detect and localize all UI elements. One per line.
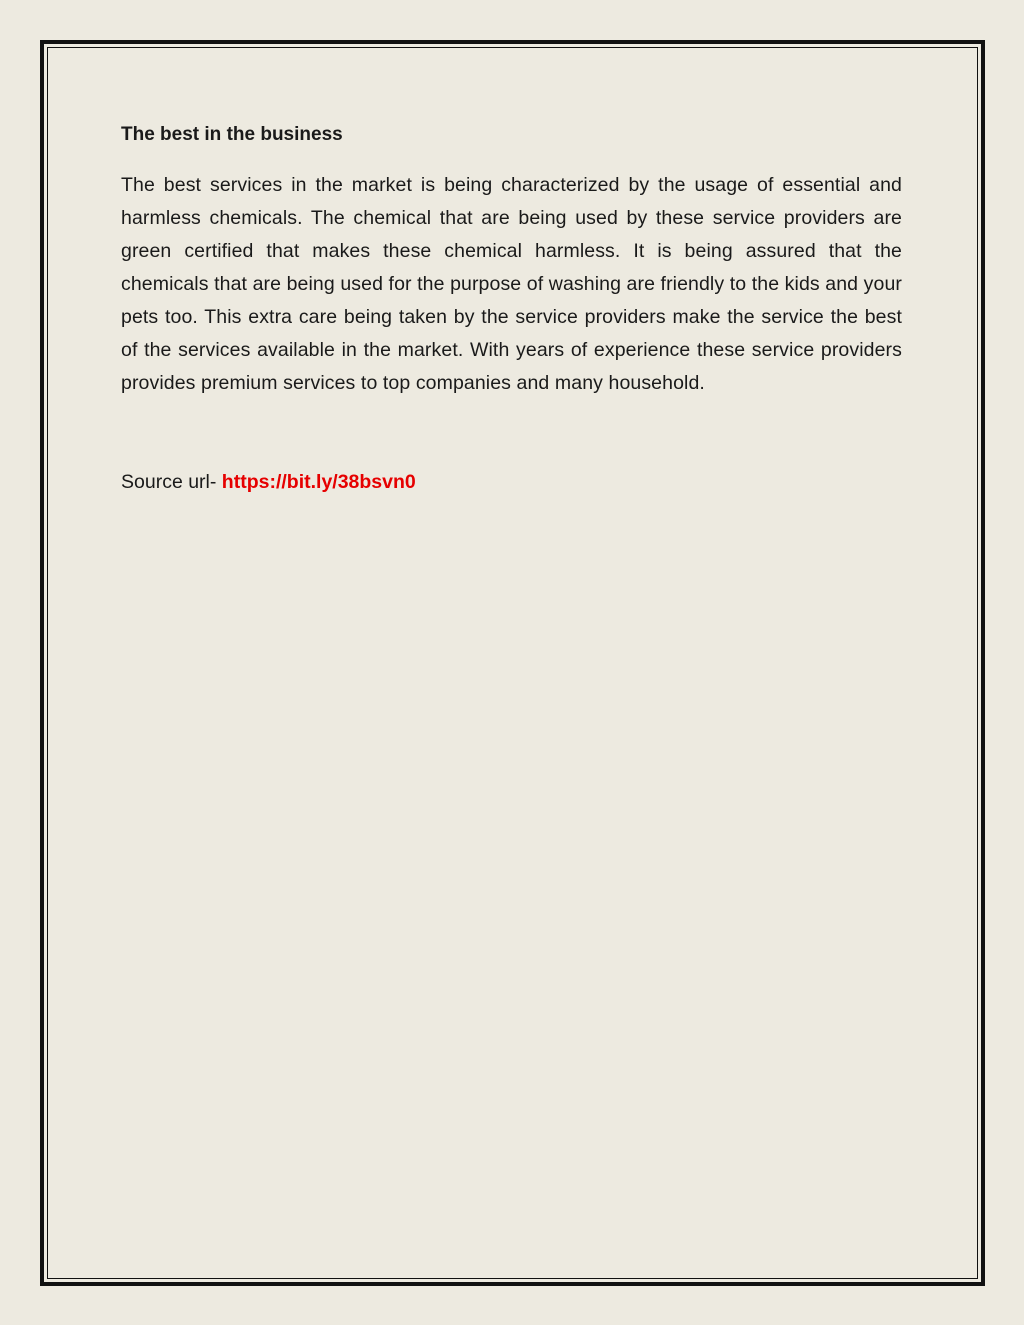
document-paragraph: The best services in the market is being characterized by the usage of essential and harmless chemicals. The chemical that are being used by these service providers are green certified that makes these chemical harmless. It is being assured that the chemicals that are being used for the purpose of washing are friendly to the kids and your pets too. This extra care being taken by the service providers make the service the best of the services available in the market. With years of experience these service providers provides premium services to top companies and many household. [121, 174, 902, 394]
document-content [121, 122, 902, 499]
document-title: The best in the business [121, 124, 343, 145]
source-label: Source url- [121, 471, 222, 493]
source-link[interactable]: https://bit.ly/38bsvn0 [221, 471, 416, 493]
source-line [121, 466, 902, 499]
